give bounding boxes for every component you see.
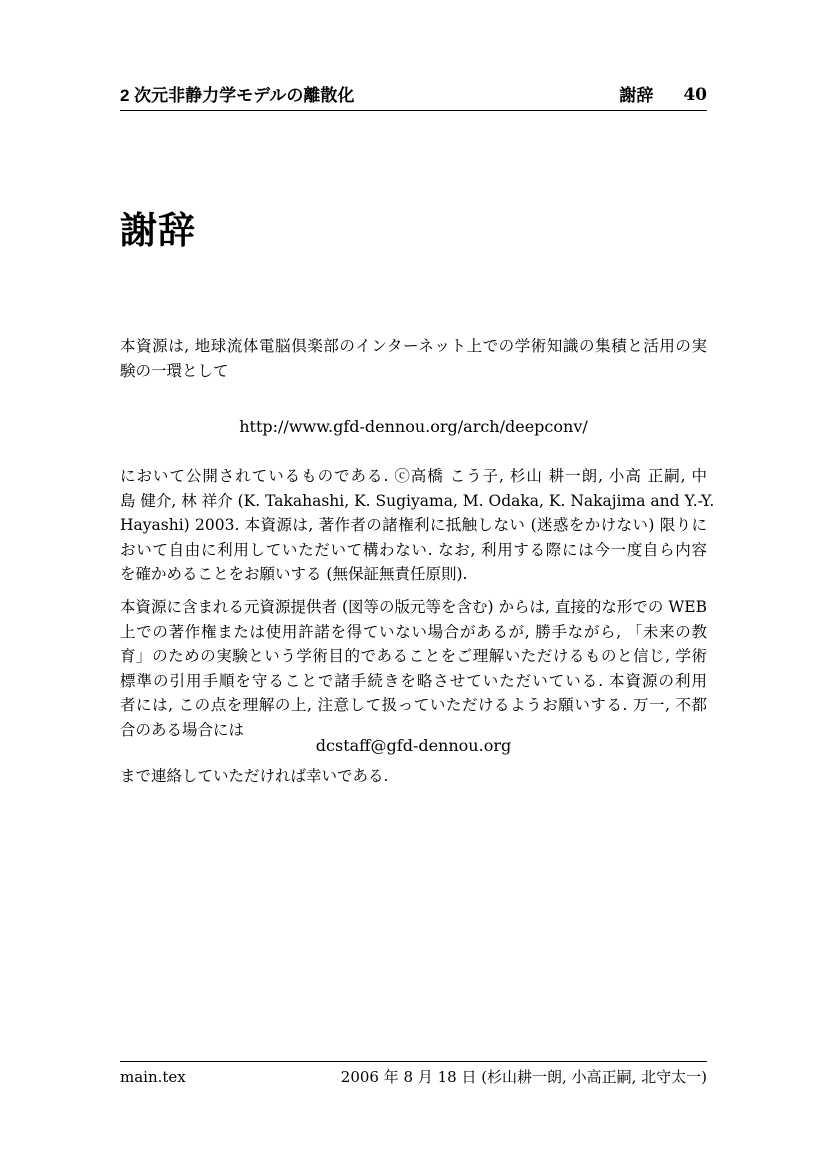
header-chapter-label: 謝辞 bbox=[619, 86, 654, 105]
page-footer bbox=[120, 1061, 707, 1086]
paragraph-copyright bbox=[120, 464, 715, 587]
paragraph-line: 本資源は, 地球流体電脳倶楽部のインターネット上での学術知識の集積と活用の実 bbox=[120, 337, 707, 355]
footer-date-credit: 2006 年 8 月 18 日 (杉山耕一朗, 小高正嗣, 北守太一) bbox=[340, 1068, 707, 1086]
paragraph-line: を確かめることをお願いする (無保証無責任原則). bbox=[120, 565, 468, 583]
paragraph-line: 上での著作権または使用許諾を得ていない場合があるが, 勝手ながら, 「未来の教 bbox=[120, 622, 707, 641]
paragraph-line: において公開されているものである. ⓒ高橋 こう子, 杉山 耕一朗, 小高 正嗣, 中 bbox=[120, 467, 707, 485]
footer-filename: main.tex bbox=[120, 1068, 186, 1086]
paragraph-line: まで連絡していただければ幸いである. bbox=[120, 767, 389, 785]
contact-email-link[interactable]: dcstaff@gfd-dennou.org bbox=[315, 736, 512, 755]
paragraph-intro bbox=[120, 334, 707, 383]
contact-email-block bbox=[120, 734, 707, 759]
paragraph-line: 島 健介, 林 祥介 (K. Takahashi, K. Sugiyama, M. Odaka, K. Nakajima and Y.-Y. bbox=[120, 491, 715, 510]
paragraph-line: 本資源に含まれる元資源提供者 (図等の版元等を含む) からは, 直接的な形での WEB bbox=[120, 598, 707, 616]
resource-url-block bbox=[120, 415, 707, 440]
header-page-number: 40 bbox=[683, 85, 707, 105]
paragraph-closing bbox=[120, 764, 707, 789]
paragraph-source-notice bbox=[120, 595, 707, 742]
paragraph-line: おいて自由に利用していただいて構わない. なお, 利用する際には今一度自ら内容 bbox=[120, 540, 707, 559]
resource-url-link[interactable]: http://www.gfd-dennou.org/arch/deepconv/ bbox=[239, 417, 588, 436]
header-section-title: 2 次元非静力学モデルの離散化 bbox=[120, 86, 355, 105]
page-title: 謝辞 bbox=[120, 210, 196, 251]
header-right-group bbox=[619, 86, 707, 105]
paragraph-line: 育」のための実験という学術目的であることをご理解いただけるものと信じ, 学術 bbox=[120, 647, 707, 665]
paragraph-line: 合のある場合には bbox=[120, 720, 245, 739]
paragraph-line: 者には, この点を理解の上, 注意して扱っていただけるようお願いする. 万一, 不都 bbox=[120, 696, 707, 714]
page-header bbox=[120, 86, 707, 111]
paragraph-line: 標準の引用手順を守ることで諸手続きを略させていただいている. 本資源の利用 bbox=[120, 671, 707, 690]
paragraph-line: 験の一環として bbox=[120, 361, 229, 380]
paragraph-line: Hayashi) 2003. 本資源は, 著作者の諸権利に抵触しない (迷惑をかけない) 限りに bbox=[120, 516, 707, 534]
